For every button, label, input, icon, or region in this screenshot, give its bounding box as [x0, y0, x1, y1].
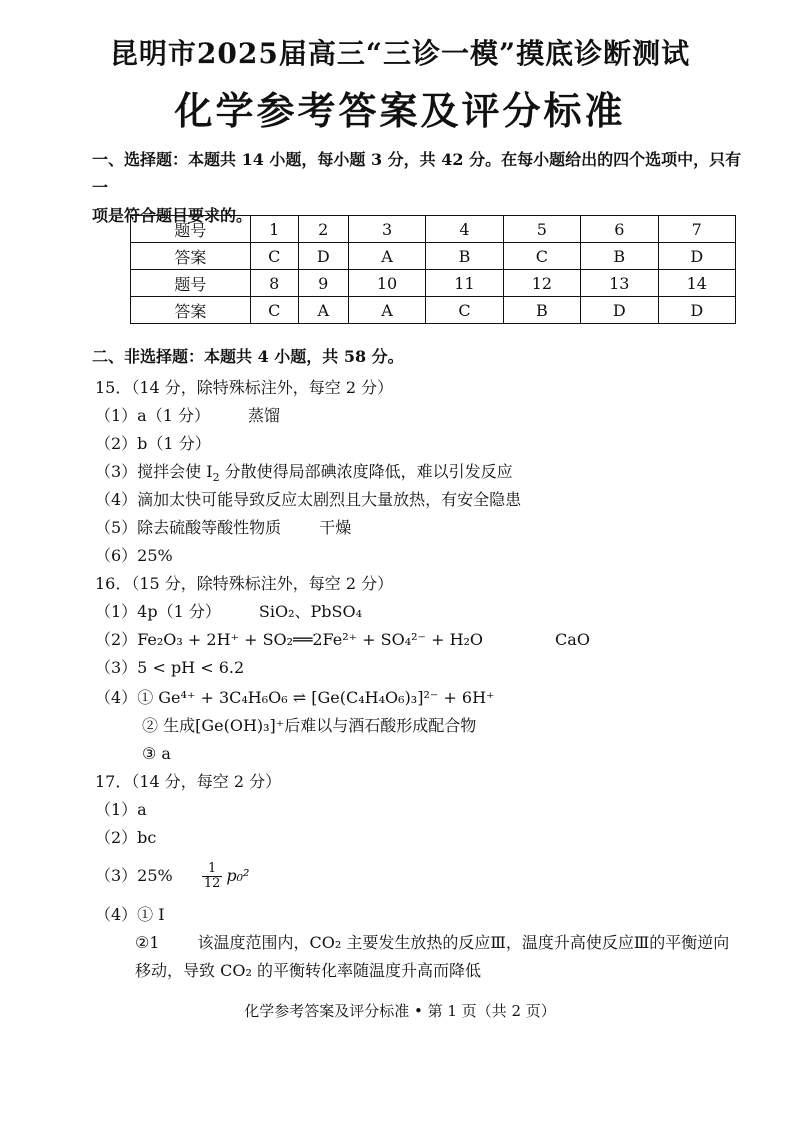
table-cell: 10	[348, 270, 425, 297]
table-cell: 3	[348, 216, 425, 243]
q16-a2-extra: CaO	[555, 630, 590, 649]
table-cell: B	[581, 243, 658, 270]
table-row	[131, 270, 736, 297]
q15-answer-5	[95, 517, 351, 539]
q16-answer-1	[95, 601, 362, 623]
q17-answer-2: （2）bc	[95, 828, 157, 847]
table-cell: C	[250, 297, 298, 324]
q17-a4-2-text: 该温度范围内，CO₂ 主要发生放热的反应Ⅲ，温度升高使反应Ⅲ的平衡逆向	[197, 933, 730, 952]
table-cell: 8	[250, 270, 298, 297]
table-cell: B	[503, 297, 580, 324]
table-cell: A	[348, 243, 425, 270]
table-cell: C	[250, 243, 298, 270]
table-row	[131, 243, 736, 270]
q16-answer-3: （3）5 < pH < 6.2	[95, 658, 245, 677]
q16-a4-label: （4）	[95, 688, 138, 707]
table-row-header: 答案	[131, 297, 251, 324]
q16-answer-4	[95, 687, 494, 709]
table-cell: 13	[581, 270, 658, 297]
q15-a1-label: （1）a（1 分）	[95, 406, 210, 425]
q16-a1-label: （1）4p（1 分）	[95, 602, 221, 621]
q17-answer-3	[95, 862, 249, 891]
table-cell: D	[581, 297, 658, 324]
section1-intro-line1: 一、选择题：本题共 14 小题，每小题 3 分，共 42 分。在每小题给出的四个选项中，只有一	[92, 150, 742, 197]
q15-answer-6: （6）25%	[95, 546, 173, 565]
q15-a3-pre: （3）搅拌会使 I	[95, 462, 213, 481]
table-row-header: 答案	[131, 243, 251, 270]
q17-a3-frac-den: 12	[203, 876, 221, 891]
q15-answer-2: （2）b（1 分）	[95, 434, 211, 453]
table-cell: D	[298, 243, 348, 270]
table-cell: A	[298, 297, 348, 324]
table-cell: 6	[581, 216, 658, 243]
section1-intro-line2: 项是符合题目要求的。	[92, 206, 253, 225]
exam-title: 昆明市2025届高三“三诊一模”摸底诊断测试	[109, 37, 691, 70]
table-cell: A	[348, 297, 425, 324]
table-cell: D	[658, 243, 735, 270]
q16-heading: 16．（15 分，除特殊标注外，每空 2 分）	[95, 574, 394, 593]
q17-answer-4-2	[135, 932, 729, 954]
q16-answer-2	[95, 629, 590, 651]
q15-a3-post: 分散使得局部碘浓度降低，难以引发反应	[219, 462, 513, 481]
q17-a4-2-label: ②1	[135, 933, 160, 952]
q15-heading: 15．（14 分，除特殊标注外，每空 2 分）	[95, 378, 394, 397]
q16-a4-eq1: ① Ge⁴⁺ + 3C₄H₆O₆ ⇌ [Ge(C₄H₄O₆)₃]²⁻ + 6H⁺	[137, 688, 495, 707]
q17-a3-frac-tail: p₀²	[226, 866, 250, 885]
table-cell: 5	[503, 216, 580, 243]
q15-answer-4: （4）滴加太快可能导致反应太剧烈且大量放热，有安全隐患	[95, 490, 522, 509]
table-cell: 1	[250, 216, 298, 243]
table-row	[131, 297, 736, 324]
section2-intro: 二、非选择题：本题共 4 小题，共 58 分。	[92, 347, 404, 366]
q17-a3-label: （3）25%	[95, 866, 173, 885]
table-row	[131, 216, 736, 243]
table-cell: 14	[658, 270, 735, 297]
q16-a4-eq2: ② 生成[Ge(OH)₃]⁺后难以与酒石酸形成配合物	[142, 716, 477, 735]
table-cell: C	[503, 243, 580, 270]
q17-answer-4: （4）① I	[95, 905, 165, 924]
table-row-header: 题号	[131, 216, 251, 243]
q16-a2-label: （2）	[95, 630, 138, 649]
table-cell: 9	[298, 270, 348, 297]
table-row-header: 题号	[131, 270, 251, 297]
q16-a4-eq3: ③ a	[142, 744, 171, 763]
q17-heading: 17．（14 分，每空 2 分）	[95, 772, 282, 791]
q17-a3-fraction	[202, 862, 223, 891]
q15-answer-1	[95, 405, 280, 427]
q16-a2-equation: Fe₂O₃ + 2H⁺ + SO₂══2Fe²⁺ + SO₄²⁻ + H₂O	[137, 630, 484, 649]
q17-a3-frac-num: 1	[202, 862, 223, 877]
table-cell: D	[658, 297, 735, 324]
q15-a5-label: （5）除去硫酸等酸性物质	[95, 518, 282, 537]
table-cell: 7	[658, 216, 735, 243]
q15-answer-3	[95, 461, 513, 489]
answer-table	[130, 215, 736, 324]
q15-a5-extra: 干燥	[319, 518, 352, 537]
q17-a4-2-text2: 移动，导致 CO₂ 的平衡转化率随温度升高而降低	[135, 961, 481, 980]
table-cell: C	[426, 297, 503, 324]
q16-a1-extra: SiO₂、PbSO₄	[258, 602, 362, 621]
table-cell: 2	[298, 216, 348, 243]
page-title: 化学参考答案及评分标准	[174, 88, 626, 133]
table-cell: 11	[426, 270, 503, 297]
q17-answer-1: （1）a	[95, 800, 147, 819]
q15-a1-extra: 蒸馏	[248, 406, 281, 425]
table-cell: B	[426, 243, 503, 270]
table-cell: 4	[426, 216, 503, 243]
q15-a3-sub: 2	[212, 471, 220, 485]
page-footer: 化学参考答案及评分标准 • 第 1 页（共 2 页）	[244, 1002, 556, 1020]
table-cell: 12	[503, 270, 580, 297]
